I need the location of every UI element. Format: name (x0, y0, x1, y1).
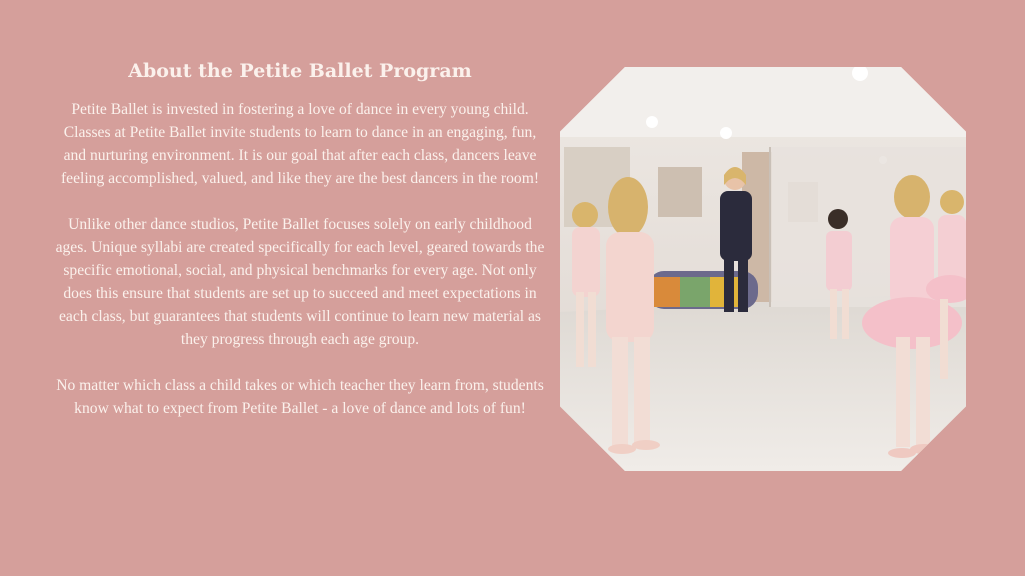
closing-paragraph: No matter which class a child takes or which teacher they learn from, students know what to expect from Petite Ballet - a love of dance and lots of fun! (56, 377, 544, 417)
section-title: About the Petite Ballet Program (128, 60, 472, 82)
curriculum-paragraph: Unlike other dance studios, Petite Ballet focuses solely on early childhood ages. Unique syllabi are created specifically for each level, geared towards the specific emotional, social, and physical benchmarks for every age. Not only does this ensure that students are set up to succeed and meet expectations in each class, but guarantees that students will continue to learn new material as they progress through each age group. (55, 216, 545, 348)
ballet-class-illustration (560, 67, 966, 471)
intro-paragraph: Petite Ballet is invested in fostering a love of dance in every young child. Classes at Petite Ballet invite students to learn to dance in an engaging, fun, and nurturing environment. It is our goal that after each class, dancers leave feeling accomplished, valued, and like they are the best dancers in the room! (60, 101, 540, 187)
about-section (52, 58, 548, 443)
ballet-class-photo (560, 67, 966, 471)
